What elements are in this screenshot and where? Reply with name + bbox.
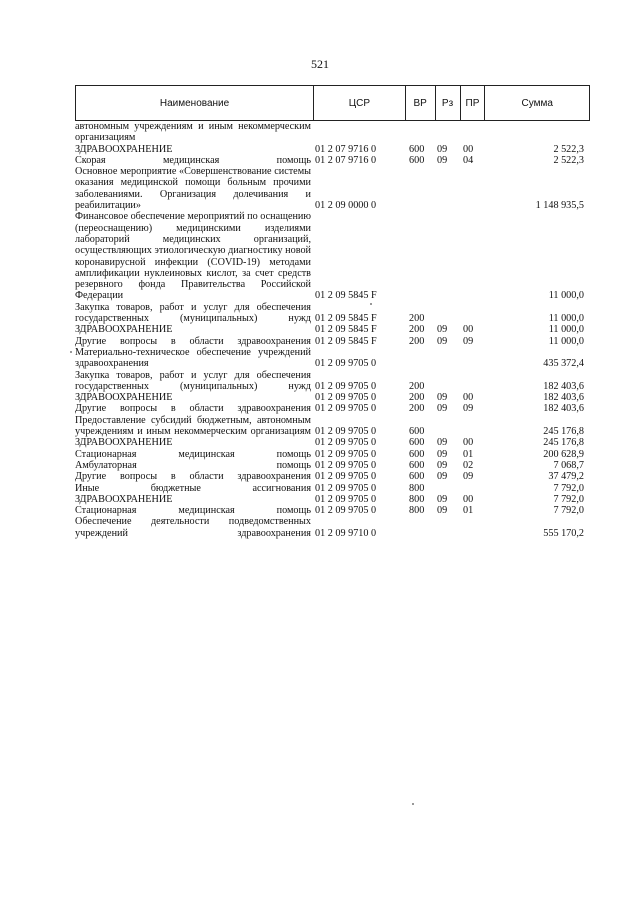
cell-sum: 7 792,0 (553, 493, 584, 505)
cell-pr: 09 (463, 335, 474, 347)
cell-sum: 182 403,6 (543, 403, 584, 415)
table-row (75, 403, 590, 414)
cell-sum: 2 522,3 (553, 154, 584, 166)
cell-csr: 01 2 09 9705 0 (315, 505, 377, 517)
table-row (75, 324, 590, 335)
header-pr: ПР (460, 86, 485, 120)
cell-vr: 200 (409, 392, 425, 404)
cell-vr: 600 (409, 459, 425, 471)
table-row (75, 415, 590, 438)
cell-vr: 800 (409, 505, 425, 517)
cell-rz: 09 (437, 335, 448, 347)
cell-pr: 09 (463, 471, 474, 483)
cell-name: Другие вопросы в области здравоохранения (75, 471, 311, 483)
table-body (75, 121, 590, 539)
cell-name: Обеспечение деятельности подведомственных учреждений здравоохранения (75, 516, 311, 539)
page-number: 521 (311, 57, 329, 71)
cell-rz: 09 (437, 505, 448, 517)
cell-vr: 600 (409, 471, 425, 483)
scan-speck (370, 303, 372, 305)
cell-csr: 01 2 09 5845 F (315, 324, 377, 336)
cell-csr: 01 2 09 5845 F (315, 313, 377, 325)
table-row (75, 437, 590, 448)
cell-vr: 200 (409, 335, 425, 347)
table-row (75, 166, 590, 211)
cell-name: ЗДРАВООХРАНЕНИЕ (75, 143, 173, 155)
cell-vr: 600 (409, 448, 425, 460)
cell-csr: 01 2 09 9705 0 (315, 437, 377, 449)
cell-name: Стационарная медицинская помощь (75, 448, 311, 460)
header-name: Наименование (159, 97, 230, 109)
cell-name: Финансовое обеспечение мероприятий по оснащению (переоснащению) медицинскими изделиями лабораторий медицинских организаций, осуществляющих этиологическую диагностику новой коронавирусной инфекции (COVID-19) методами амплификации нуклеиновых кислот, за счет средств резервного фонда Правительства Российской Федерации (75, 211, 311, 302)
cell-vr: 200 (409, 324, 425, 336)
cell-rz: 09 (437, 471, 448, 483)
cell-vr: 600 (409, 437, 425, 449)
cell-pr: 00 (463, 437, 474, 449)
cell-csr: 01 2 09 0000 0 (315, 200, 377, 212)
cell-name: автономным учреждениям и иным некоммерческим организациям (75, 121, 311, 144)
cell-pr: 02 (463, 459, 474, 471)
cell-vr: 200 (409, 380, 425, 392)
cell-rz: 09 (437, 392, 448, 404)
table-row (75, 483, 590, 494)
cell-vr: 600 (409, 426, 425, 438)
cell-csr: 01 2 09 9705 0 (315, 471, 377, 483)
cell-name: Стационарная медицинская помощь (75, 505, 311, 517)
cell-pr: 00 (463, 324, 474, 336)
table-header (75, 85, 590, 121)
cell-sum: 11 000,0 (548, 324, 584, 336)
cell-rz: 09 (437, 448, 448, 460)
cell-name: ЗДРАВООХРАНЕНИЕ (75, 493, 173, 505)
cell-rz: 09 (437, 493, 448, 505)
cell-pr: 00 (463, 143, 474, 155)
cell-csr: 01 2 09 9705 0 (315, 482, 377, 494)
budget-table (75, 85, 590, 539)
cell-pr: 01 (463, 505, 474, 517)
cell-name: Скорая медицинская помощь (75, 154, 311, 166)
cell-sum: 200 628,9 (543, 448, 584, 460)
cell-name: Основное мероприятие «Совершенствование системы оказания медицинской помощи больным прочими заболеваниями. Организация долечивания и реабилитации» (75, 166, 311, 212)
cell-csr: 01 2 09 5845 F (315, 335, 377, 347)
header-csr: ЦСР (313, 86, 405, 120)
table-row (75, 471, 590, 482)
cell-name: ЗДРАВООХРАНЕНИЕ (75, 324, 173, 336)
table-row (75, 336, 590, 347)
cell-name: Материально-техническое обеспечение учреждений здравоохранения (75, 346, 311, 370)
table-row (75, 121, 590, 144)
cell-pr: 04 (463, 154, 474, 166)
cell-sum: 7 068,7 (553, 459, 584, 471)
cell-sum: 7 792,0 (553, 505, 584, 517)
cell-vr: 200 (409, 313, 425, 325)
cell-pr: 01 (463, 448, 474, 460)
table-row (75, 516, 590, 539)
table-row (75, 211, 590, 301)
table-row (75, 505, 590, 516)
cell-sum: 11 000,0 (548, 335, 584, 347)
cell-vr: 600 (409, 143, 425, 155)
cell-sum: 182 403,6 (543, 392, 584, 404)
header-rz: Рз (435, 86, 460, 120)
cell-vr: 600 (409, 154, 425, 166)
cell-sum: 555 170,2 (543, 527, 584, 539)
table-row (75, 302, 590, 325)
table-row (75, 370, 590, 393)
table-row (75, 347, 590, 370)
cell-name: ЗДРАВООХРАНЕНИЕ (75, 392, 173, 404)
cell-sum: 435 372,4 (543, 358, 584, 370)
table-row (75, 460, 590, 471)
cell-csr: 01 2 07 9716 0 (315, 154, 377, 166)
cell-sum: 11 000,0 (548, 313, 584, 325)
cell-pr: 00 (463, 392, 474, 404)
cell-csr: 01 2 07 9716 0 (315, 143, 377, 155)
scan-speck (412, 803, 414, 805)
table-row (75, 144, 590, 155)
cell-sum: 11 000,0 (548, 290, 584, 302)
table-row (75, 155, 590, 166)
cell-rz: 09 (437, 154, 448, 166)
cell-sum: 245 176,8 (543, 426, 584, 438)
cell-rz: 09 (437, 403, 448, 415)
cell-pr: 00 (463, 493, 474, 505)
table-row (75, 494, 590, 505)
cell-name: Закупка товаров, работ и услуг для обеспечения государственных (муниципальных) нужд (75, 369, 311, 392)
cell-csr: 01 2 09 9705 0 (315, 448, 377, 460)
cell-pr: 09 (463, 403, 474, 415)
scan-speck (70, 351, 72, 353)
header-sum: Сумма (484, 86, 589, 120)
cell-vr: 200 (409, 403, 425, 415)
header-vr: ВР (405, 86, 435, 120)
cell-csr: 01 2 09 9705 0 (315, 358, 377, 370)
cell-csr: 01 2 09 9705 0 (315, 459, 377, 471)
cell-sum: 2 522,3 (553, 143, 584, 155)
cell-vr: 800 (409, 482, 425, 494)
cell-name: Закупка товаров, работ и услуг для обеспечения государственных (муниципальных) нужд (75, 301, 311, 325)
cell-sum: 245 176,8 (543, 437, 584, 449)
cell-name: Другие вопросы в области здравоохранения (75, 403, 311, 415)
cell-csr: 01 2 09 9705 0 (315, 426, 377, 438)
cell-rz: 09 (437, 143, 448, 155)
cell-sum: 37 479,2 (548, 471, 584, 483)
table-row (75, 449, 590, 460)
cell-sum: 1 148 935,5 (535, 200, 584, 212)
cell-rz: 09 (437, 324, 448, 336)
cell-rz: 09 (437, 437, 448, 449)
cell-csr: 01 2 09 9705 0 (315, 403, 377, 415)
cell-name: ЗДРАВООХРАНЕНИЕ (75, 437, 173, 449)
cell-csr: 01 2 09 9705 0 (315, 392, 377, 404)
cell-name: Иные бюджетные ассигнования (75, 482, 311, 494)
cell-rz: 09 (437, 459, 448, 471)
cell-name: Предоставление субсидий бюджетным, автономным учреждениям и иным некоммерческим организациям (75, 414, 311, 438)
cell-csr: 01 2 09 9705 0 (315, 380, 377, 392)
cell-csr: 01 2 09 9710 0 (315, 527, 377, 539)
cell-sum: 7 792,0 (553, 482, 584, 494)
table-row (75, 392, 590, 403)
cell-csr: 01 2 09 9705 0 (315, 493, 377, 505)
cell-name: Другие вопросы в области здравоохранения (75, 335, 311, 347)
cell-name: Амбулаторная помощь (75, 459, 311, 471)
cell-csr: 01 2 09 5845 F (315, 290, 377, 302)
cell-vr: 800 (409, 493, 425, 505)
cell-sum: 182 403,6 (543, 380, 584, 392)
